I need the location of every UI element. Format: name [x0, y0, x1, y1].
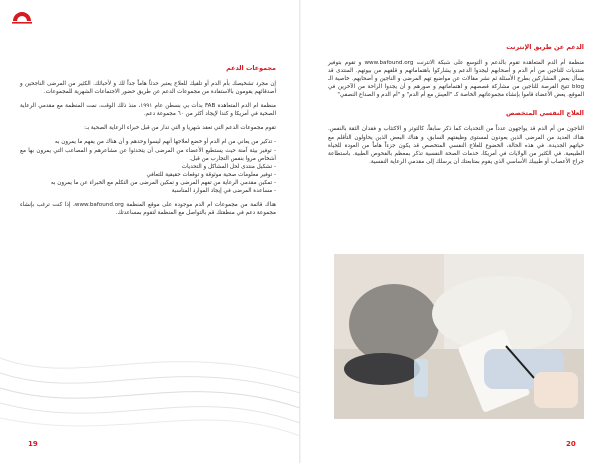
paragraph: منظمة أم الدم المتعاهدة تقوم بالدعم و التوسع على شبكة الانترنت www.bafound.org و تقوم بتوفير منتديات للناجين من أم الدم و أصحابهم ليجدوا الدعم و يشاركوا باهتماماتهم و قلقهم من بيوتهم. المنتدى قد يسأل بعض المشاركين بطرح الأسئلة ثم نشر مقالات عن مواضيع تهم المرضى و الناجين و أصحابهم. خاصية الـ blog تتيح الفرصة للناجين من مشاركة قصصهم و اهتماماتهم و صورهم و أن يجدوا الراحة من الآخرين في الموقع. يعض الأعضاء قاموا بإنشاء مجموعاتهم الخاصة كـ "العيش مع أم الدم" و "أم الدم و الصداع النصفي": [328, 60, 585, 99]
support-groups-heading: مجموعات الدعم: [226, 64, 276, 72]
page-number-left: 19: [28, 440, 38, 448]
support-group-benefits-list: [20, 138, 276, 195]
left-page-text: [20, 64, 276, 223]
paragraph: تقوم مجموعات الدعم التي تعقد شهريا و التي تدار من قبل خبراء الرعاية الصحية بـ:: [84, 125, 276, 132]
foundation-logo-icon: [10, 6, 34, 26]
list-item: - توفير معلومات صحية موثوقة و توقعات حقيقية للتعافي: [20, 171, 276, 179]
paragraph: الناجون من أم الدم قد يواجهون عدداً من التحديات كما ذكر سابقاً، كالتوتر و الاكتئاب و فقدان الثقة بالنفس. هناك العديد من المرضى الذين يعودون لمستوى وظيفتهم السابق، و هناك البعض الذين يحاولون التأقلم مع حياتهم الجديدة. في هذه الحالة، الخضوع للعلاج النفسي المتخصص قد يكون جزءاً هاماً من العودة للحياة الطبيعية. في الكثير من الولايات في أمريكا، خدمات الصحة النفسية تذكر بمعظم بالفحوص الطبية. باستطاعة جراح الأعصاب أو طبيبك الأساسي الذي يقوم بمتابعتك أن يرسلك إلى مقدمي الرعاية النفسية.: [328, 126, 584, 165]
list-item: - تشكيل منتدى لحل المشاكل و التحديات: [20, 163, 276, 171]
paragraph: منظمة ام الدم المتعاهدة FAB بدأت بي بسطن عام ١٩٩١، منذ ذلك الوقت، نمت المنظمة مع مقدمي الرعاية الصحية في أمريكا و كندا لإيجاد أكثر من ٦٠ مجموعة دعم.: [20, 103, 276, 118]
list-item: - تذكير من يعاني من ام الدم أو خضع لعلاجها أنهم ليسوا وحدهم و أن هناك من يفهم ما يمرون به: [20, 138, 276, 146]
paragraph: إن مجرد تشخيصك بأم الدم أو تلقيك للعلاج يعتبر حدثاً هاماً جداً لك و لأحبائك. الكثير من المرضى الناجحين و أصدقائهم يقومون بالاستفادة من مجموعات الدعم عن طريق حضور الاجتماعات الشهرية للمجموعات.: [20, 81, 276, 96]
right-page-text: [328, 43, 584, 172]
page-number-right: 20: [566, 440, 576, 448]
therapy-section: [328, 109, 584, 165]
list-item: - تمكين مقدمي الرعاية من تفهم المرضى و تمكين المرضى من التكلم مع الخبراء عن ما يمرون به: [20, 179, 276, 187]
decorative-waves: [0, 318, 300, 463]
list-item: - مساعدة المرضى في إيجاد الموارد المناسبة: [20, 187, 276, 195]
online-support-heading: الدعم عن طريق الإنترنت: [506, 43, 584, 51]
list-item: - توفير بيئة آمنة حيث يستطيع الأعضاء من المرضى أن يتحدثوا عن مشاعرهم و المصاعب التي يمرون بها مع أشخاص مروا بنفس التجارب من قبل.: [20, 147, 276, 163]
therapy-session-photo: [334, 254, 584, 419]
closing-paragraph: هناك قائمة من مجموعات ام الدم موجودة على موقع المنظمة www.bafound.org، إذا كنت ترغب بإنشاء مجموعة دعم في منطقتك قم بالتواصل مع المنظمة لتقوم بمساعدتك.: [20, 202, 276, 217]
specialized-therapy-heading: العلاج النفسي المتخصص: [506, 109, 584, 118]
